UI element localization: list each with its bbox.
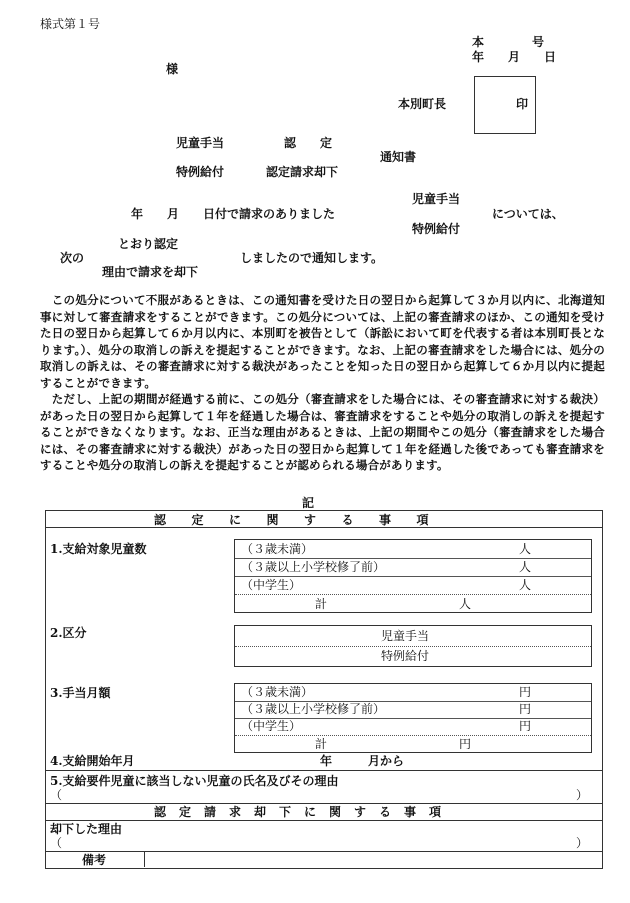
remarks-label: 備考 (82, 853, 107, 867)
unit-yen: 円 (459, 737, 472, 751)
issuer-name: 本別町長 (398, 97, 447, 111)
close-paren: ） (576, 788, 589, 802)
request-tail: については、 (492, 207, 564, 221)
title-certification: 認 定 (284, 136, 333, 150)
item-monthly-amount-label: 3.手当月額 (50, 686, 111, 700)
unit-persons: 人 (519, 578, 532, 592)
request-end: しましたので通知します。 (240, 251, 384, 265)
monthly-amount-box (234, 683, 592, 753)
rejection-reason-label: 却下した理由 (50, 822, 123, 836)
unit-yen: 円 (519, 685, 532, 699)
open-paren: （ (50, 788, 63, 802)
total-label: 計 (315, 597, 328, 611)
row-label-middle-school: （中学生） (241, 719, 302, 733)
title-notice: 通知書 (380, 150, 417, 164)
unit-yen: 円 (519, 719, 532, 733)
section-certification-header: 認 定 に 関 す る 事 項 (154, 513, 430, 527)
item-start-month-label: 4.支給開始年月 (50, 754, 135, 768)
title-special-benefit: 特例給付 (176, 165, 225, 179)
item-category-label: 2.区分 (50, 626, 87, 640)
unit-persons: 人 (459, 597, 472, 611)
option-reject: 理由で請求を却下 (102, 265, 199, 279)
unit-persons: 人 (519, 542, 532, 556)
row-label-under3: （３歳未満） (241, 685, 314, 699)
ki-mark: 記 (302, 496, 315, 510)
item-non-eligible-label: 5.支給要件児童に該当しない児童の氏名及びその理由 (50, 774, 339, 788)
row-label-under3: （３歳未満） (241, 542, 314, 556)
issue-date: 年 月 日 (472, 50, 557, 64)
notice-paragraph-1: この処分について不服があるときは、この通知書を受けた日の翌日から起算して３か月以内に、北海道知事に対して審査請求をすることができます。この処分については、上記の審査請求のほか、この通知を受けた日の翌日から起算して６か月以内に、本別町を被告として（訴訟において町を代表する者は本別町長となります。）、処分の取消しの訴えを提起することができます。なお、上記の審査請求をした場合には、処分の取消しの訴えは、その審査請求に対する裁決があったことを知った日の翌日から起算して６か月以内に提起することができます。 (40, 293, 605, 390)
section-rejection-header: 認 定 請 求 却 下 に 関 す る 事 項 (154, 805, 442, 819)
request-date-text: 年 月 日付で請求のありました (131, 207, 336, 221)
addressee-suffix: 様 (166, 62, 179, 76)
request-type-special-benefit: 特例給付 (412, 222, 461, 236)
details-table (45, 510, 603, 869)
unit-persons: 人 (519, 560, 532, 574)
title-child-allowance: 児童手当 (176, 136, 225, 150)
category-child-allowance: 児童手当 (381, 629, 430, 643)
unit-yen: 円 (519, 702, 532, 716)
option-certify: とおり認定 (118, 237, 179, 251)
row-label-middle-school: （中学生） (241, 578, 302, 592)
request-type-child-allowance: 児童手当 (412, 192, 461, 206)
notice-paragraph-2: ただし、上記の期間が経過する前に、この処分（審査請求をした場合には、その審査請求に対する裁決）があった日の翌日から起算して１年を経過した場合は、審査請求をすることや処分の取消しの訴えを提起することができなくなります。なお、正当な理由があるときは、上記の期間やこの処分（審査請求をした場合には、その審査請求に対する裁決）があった日の翌日から起算して１年を経過した後であっても審査請求をすることや処分の取消しの訴えを提起することが認められる場合があります。 (40, 392, 605, 472)
row-label-preschool: （３歳以上小学校修了前） (241, 560, 386, 574)
total-label: 計 (315, 737, 328, 751)
close-paren: ） (576, 836, 589, 850)
open-paren: （ (50, 836, 63, 850)
seal-mark: 印 (516, 97, 529, 111)
start-month-value: 年 月から (320, 754, 405, 768)
category-special-benefit: 特例給付 (381, 649, 430, 663)
children-count-box (234, 539, 592, 613)
document-number: 本 号 (472, 35, 545, 49)
title-rejection: 認定請求却下 (266, 165, 339, 179)
row-label-preschool: （３歳以上小学校修了前） (241, 702, 386, 716)
form-number: 様式第１号 (40, 17, 101, 31)
category-box (234, 625, 592, 667)
request-prefix: 次の (60, 251, 85, 265)
item-children-count-label: 1.支給対象児童数 (50, 542, 147, 556)
